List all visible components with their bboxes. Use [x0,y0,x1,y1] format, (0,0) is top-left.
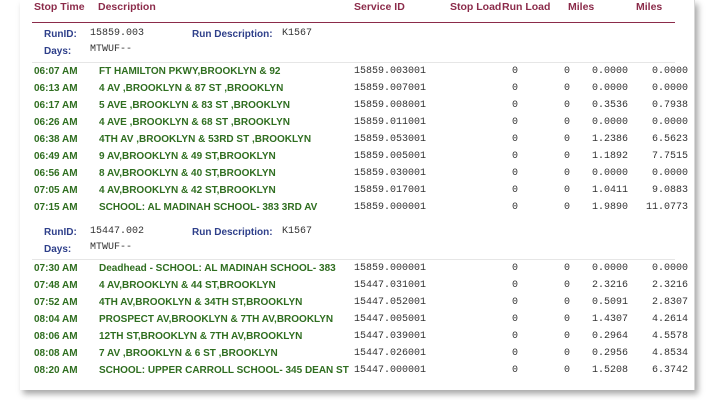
run-load: 0 [563,365,570,376]
header-service-id: Service ID [354,1,405,13]
header-description: Description [98,1,156,13]
stop-load: 0 [511,263,518,274]
service-id: 15859.053001 [354,134,427,145]
stop-time: 06:26 AM [34,117,78,128]
run-id-label: RunID: [44,227,77,238]
run-description-value: K1567 [282,226,313,237]
service-id: 15447.026001 [354,348,427,359]
miles: 0.0000 [591,263,628,274]
run-divider [32,259,675,260]
cumulative-miles: 0.0000 [651,66,688,77]
stop-load: 0 [511,314,518,325]
table-row [20,297,694,314]
table-row [20,185,694,202]
run-description-label: Run Description: [192,227,273,238]
cumulative-miles: 0.7938 [651,100,688,111]
run-divider [32,62,675,63]
stop-description: 4 AVE ,BROOKLYN & 68 ST ,BROOKLYN [99,117,290,128]
stop-description: SCHOOL: UPPER CARROLL SCHOOL- 345 DEAN ST [99,365,349,376]
stop-load: 0 [511,117,518,128]
days-label: Days: [44,244,72,255]
stop-load: 0 [511,348,518,359]
table-row [20,100,694,117]
stop-time: 07:52 AM [34,297,78,308]
stop-load: 0 [511,365,518,376]
service-id: 15859.030001 [354,168,427,179]
cumulative-miles: 0.0000 [651,168,688,179]
service-id: 15447.005001 [354,314,427,325]
table-row [20,348,694,365]
table-row [20,263,694,280]
run-load: 0 [563,168,570,179]
stop-time: 07:30 AM [34,263,78,274]
header-run-load: Run Load [502,1,551,13]
table-row [20,168,694,185]
report-panel [20,0,695,390]
days-value: MTWUF-- [90,242,133,253]
service-id: 15447.052001 [354,297,427,308]
stop-load: 0 [511,134,518,145]
table-row [20,365,694,382]
service-id: 15447.039001 [354,331,427,342]
table-row [20,66,694,83]
stop-load: 0 [511,331,518,342]
stop-load: 0 [511,185,518,196]
cumulative-miles: 0.0000 [651,117,688,128]
service-id: 15859.011001 [354,117,427,128]
service-id: 15859.008001 [354,100,427,111]
stop-description: 8 AV,BROOKLYN & 40 ST,BROOKLYN [99,168,276,179]
cumulative-miles: 2.8307 [651,297,688,308]
service-id: 15859.005001 [354,151,427,162]
service-id: 15859.017001 [354,185,427,196]
stop-description: 4 AV ,BROOKLYN & 87 ST ,BROOKLYN [99,83,284,94]
table-row [20,117,694,134]
miles: 0.0000 [591,66,628,77]
run-load: 0 [563,117,570,128]
stop-time: 08:08 AM [34,348,78,359]
miles: 1.5208 [591,365,628,376]
table-row [20,331,694,348]
stop-load: 0 [511,66,518,77]
run-load: 0 [563,348,570,359]
stop-time: 06:07 AM [34,66,78,77]
miles: 0.3536 [591,100,628,111]
stop-time: 07:05 AM [34,185,78,196]
cumulative-miles: 4.2614 [651,314,688,325]
run-load: 0 [563,331,570,342]
cumulative-miles: 0.0000 [651,263,688,274]
header-divider [32,22,675,23]
cumulative-miles: 6.3742 [651,365,688,376]
stop-description: PROSPECT AV,BROOKLYN & 7TH AV,BROOKLYN [99,314,334,325]
run-id-value: 15447.002 [90,226,145,237]
cumulative-miles: 4.8534 [651,348,688,359]
run-id-value: 15859.003 [90,28,145,39]
stop-load: 0 [511,202,518,213]
run-load: 0 [563,202,570,213]
stop-description: 12TH ST,BROOKLYN & 7TH AV,BROOKLYN [99,331,303,342]
days-label: Days: [44,46,72,57]
cumulative-miles: 9.0883 [651,185,688,196]
stop-load: 0 [511,151,518,162]
run-load: 0 [563,314,570,325]
stop-time: 06:56 AM [34,168,78,179]
stop-time: 07:48 AM [34,280,78,291]
service-id: 15447.000001 [354,365,427,376]
service-id: 15859.007001 [354,83,427,94]
stop-time: 06:49 AM [34,151,78,162]
stop-time: 06:17 AM [34,100,78,111]
run-load: 0 [563,134,570,145]
stop-time: 08:20 AM [34,365,78,376]
run-load: 0 [563,263,570,274]
miles: 0.2964 [591,331,628,342]
stop-description: Deadhead - SCHOOL: AL MADINAH SCHOOL- 383 [99,263,336,274]
table-row [20,83,694,100]
stop-description: 5 AVE ,BROOKLYN & 83 ST ,BROOKLYN [99,100,290,111]
miles: 0.0000 [591,117,628,128]
stop-description: FT HAMILTON PKWY,BROOKLYN & 92 [99,66,281,77]
service-id: 15447.031001 [354,280,427,291]
stop-description: 4 AV,BROOKLYN & 42 ST,BROOKLYN [99,185,276,196]
cumulative-miles: 2.3216 [651,280,688,291]
stop-description: 4TH AV ,BROOKLYN & 53RD ST ,BROOKLYN [99,134,312,145]
table-row [20,202,694,219]
miles: 0.5091 [591,297,628,308]
header-stop-time: Stop Time [34,1,85,13]
run-description-label: Run Description: [192,29,273,40]
stop-load: 0 [511,297,518,308]
miles: 1.4307 [591,314,628,325]
run-load: 0 [563,280,570,291]
miles: 0.2956 [591,348,628,359]
stop-time: 08:06 AM [34,331,78,342]
table-row [20,151,694,168]
miles: 0.0000 [591,168,628,179]
stop-time: 07:15 AM [34,202,78,213]
header-miles: Miles [568,1,595,13]
service-id: 15859.003001 [354,66,427,77]
stop-description: 9 AV,BROOKLYN & 49 ST,BROOKLYN [99,151,276,162]
table-row [20,314,694,331]
stop-description: SCHOOL: AL MADINAH SCHOOL- 383 3RD AV [99,202,318,213]
header-cumulative-miles: Miles [636,1,663,13]
miles: 1.2386 [591,134,628,145]
table-row [20,134,694,151]
cumulative-miles: 4.5578 [651,331,688,342]
stop-description: 7 AV ,BROOKLYN & 6 ST ,BROOKLYN [99,348,278,359]
miles: 0.0000 [591,83,628,94]
stop-time: 06:38 AM [34,134,78,145]
table-row [20,280,694,297]
miles: 1.0411 [591,185,628,196]
miles: 1.9890 [591,202,628,213]
service-id: 15859.000001 [354,263,427,274]
stop-load: 0 [511,83,518,94]
run-load: 0 [563,297,570,308]
run-load: 0 [563,100,570,111]
run-load: 0 [563,185,570,196]
stop-description: 4TH AV,BROOKLYN & 34TH ST,BROOKLYN [99,297,303,308]
stop-load: 0 [511,168,518,179]
run-load: 0 [563,66,570,77]
stop-load: 0 [511,280,518,291]
cumulative-miles: 6.5623 [651,134,688,145]
miles: 1.1892 [591,151,628,162]
service-id: 15859.000001 [354,202,427,213]
cumulative-miles: 0.0000 [651,83,688,94]
cumulative-miles: 7.7515 [651,151,688,162]
stop-load: 0 [511,100,518,111]
run-load: 0 [563,83,570,94]
miles: 2.3216 [591,280,628,291]
cumulative-miles: 11.0773 [645,202,688,213]
run-description-value: K1567 [282,28,313,39]
days-value: MTWUF-- [90,44,133,55]
stop-description: 4 AV,BROOKLYN & 44 ST,BROOKLYN [99,280,276,291]
header-stop-load: Stop Load [450,1,502,13]
run-load: 0 [563,151,570,162]
stop-time: 06:13 AM [34,83,78,94]
stop-time: 08:04 AM [34,314,78,325]
run-id-label: RunID: [44,29,77,40]
